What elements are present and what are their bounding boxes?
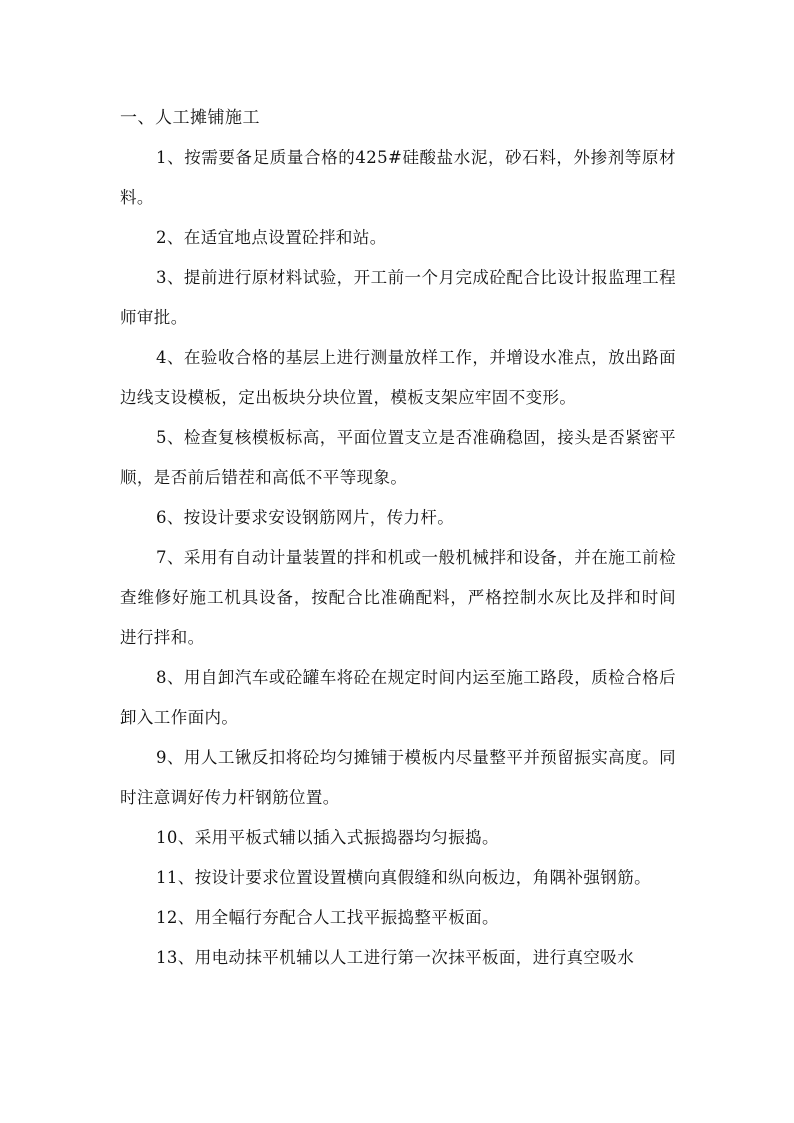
- list-item-6: 6、按设计要求安设钢筋网片，传力杆。: [156, 508, 455, 527]
- list-item-2: 2、在适宜地点设置砼拌和站。: [156, 228, 387, 247]
- list-item-3: 3、提前进行原材料试验，开工前一个月完成砼配合比设计报监理工程师审批。: [120, 268, 676, 327]
- list-item-7: 7、采用有自动计量装置的拌和机或一般机械拌和设备，并在施工前检查维修好施工机具设备，按配合比准确配料，严格控制水灰比及拌和时间进行拌和。: [120, 548, 676, 647]
- list-item-12: 12、用全幅行夯配合人工找平振捣整平板面。: [156, 908, 499, 927]
- document-body: [120, 98, 676, 978]
- section-heading: 一、人工摊铺施工: [120, 108, 260, 128]
- list-item-9: 9、用人工锹反扣将砼均匀摊铺于模板内尽量整平并预留振实高度。同时注意调好传力杆钢筋位置。: [120, 748, 676, 807]
- list-item-4: 4、在验收合格的基层上进行测量放样工作，并增设水准点，放出路面边线支设模板，定出板块分块位置，模板支架应牢固不变形。: [120, 348, 676, 407]
- list-item-8: 8、用自卸汽车或砼罐车将砼在规定时间内运至施工路段，质检合格后卸入工作面内。: [120, 668, 676, 727]
- list-item-5: 5、检查复核模板标高，平面位置支立是否准确稳固，接头是否紧密平顺，是否前后错茬和高低不平等现象。: [120, 428, 676, 487]
- list-item-11: 11、按设计要求位置设置横向真假缝和纵向板边，角隅补强钢筋。: [156, 868, 651, 887]
- list-item-1: 1、按需要备足质量合格的425#硅酸盐水泥，砂石料，外掺剂等原材料。: [120, 148, 676, 207]
- list-item-10: 10、采用平板式辅以插入式振捣器均匀振捣。: [156, 828, 499, 847]
- list-item-13: 13、用电动抹平机辅以人工进行第一次抹平板面，进行真空吸水: [156, 948, 635, 967]
